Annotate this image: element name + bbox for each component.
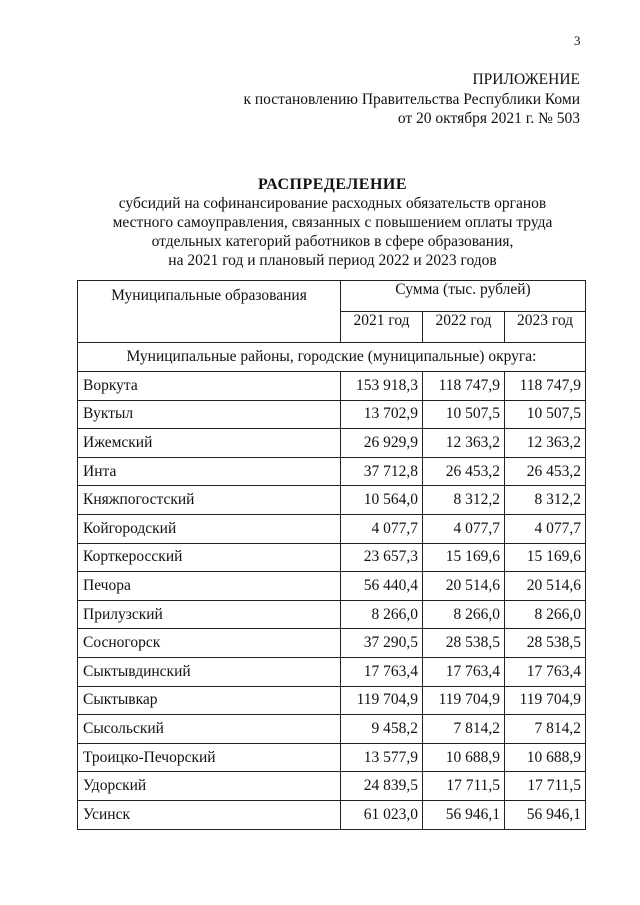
table-row: [78, 600, 586, 629]
appendix-date: от 20 октября 2021 г. № 503: [397, 110, 580, 127]
value-2023-cell: 119 704,9: [505, 686, 586, 715]
column-header-year: 2023 год: [505, 312, 586, 343]
value-2023-cell: 17 711,5: [505, 772, 586, 801]
value-2023-cell: 4 077,7: [505, 514, 586, 543]
municipality-cell: Инта: [78, 457, 341, 486]
table-row: [78, 715, 586, 744]
value-2022-cell: 118 747,9: [423, 372, 505, 401]
table-row: [78, 743, 586, 772]
municipality-cell: Сысольский: [78, 715, 341, 744]
value-2021-cell: 119 704,9: [341, 686, 423, 715]
municipality-cell: Ижемский: [78, 429, 341, 458]
value-2023-cell: 12 363,2: [505, 429, 586, 458]
value-2023-cell: 56 946,1: [505, 800, 586, 829]
value-2022-cell: 7 814,2: [423, 715, 505, 744]
column-header-municipality: Муниципальные образования: [78, 281, 341, 343]
municipality-cell: Сыктывдинский: [78, 657, 341, 686]
value-2023-cell: 10 688,9: [505, 743, 586, 772]
value-2021-cell: 8 266,0: [341, 600, 423, 629]
document-heading: [80, 175, 585, 270]
table-row: [78, 400, 586, 429]
value-2021-cell: 37 712,8: [341, 457, 423, 486]
municipality-cell: Усинск: [78, 800, 341, 829]
column-header-sum: Сумма (тыс. рублей): [341, 281, 586, 312]
value-2022-cell: 17 763,4: [423, 657, 505, 686]
section-row: [78, 343, 586, 372]
table-row: [78, 514, 586, 543]
value-2022-cell: 15 169,6: [423, 543, 505, 572]
municipality-cell: Койгородский: [78, 514, 341, 543]
value-2023-cell: 118 747,9: [505, 372, 586, 401]
table-row: [78, 772, 586, 801]
value-2021-cell: 37 290,5: [341, 629, 423, 658]
page-number: 3: [574, 33, 581, 48]
value-2022-cell: 26 453,2: [423, 457, 505, 486]
document-title: РАСПРЕДЕЛЕНИЕ: [257, 176, 408, 193]
heading-line: местного самоуправления, связанных с повышением оплаты труда: [112, 214, 553, 231]
municipality-cell: Вуктыл: [78, 400, 341, 429]
municipality-cell: Сосногорск: [78, 629, 341, 658]
value-2023-cell: 15 169,6: [505, 543, 586, 572]
municipality-cell: Сыктывкар: [78, 686, 341, 715]
table-row: [78, 572, 586, 601]
table-row: [78, 800, 586, 829]
value-2022-cell: 4 077,7: [423, 514, 505, 543]
value-2022-cell: 56 946,1: [423, 800, 505, 829]
municipality-cell: Прилузский: [78, 600, 341, 629]
value-2022-cell: 28 538,5: [423, 629, 505, 658]
table-row: [78, 486, 586, 515]
value-2023-cell: 20 514,6: [505, 572, 586, 601]
table-row: [78, 543, 586, 572]
table-row: [78, 629, 586, 658]
value-2021-cell: 13 577,9: [341, 743, 423, 772]
value-2021-cell: 13 702,9: [341, 400, 423, 429]
value-2023-cell: 8 312,2: [505, 486, 586, 515]
value-2023-cell: 10 507,5: [505, 400, 586, 429]
value-2021-cell: 24 839,5: [341, 772, 423, 801]
value-2023-cell: 8 266,0: [505, 600, 586, 629]
value-2023-cell: 7 814,2: [505, 715, 586, 744]
value-2022-cell: 10 507,5: [423, 400, 505, 429]
value-2022-cell: 119 704,9: [423, 686, 505, 715]
value-2021-cell: 23 657,3: [341, 543, 423, 572]
value-2022-cell: 12 363,2: [423, 429, 505, 458]
value-2022-cell: 8 312,2: [423, 486, 505, 515]
value-2021-cell: 17 763,4: [341, 657, 423, 686]
municipality-cell: Воркута: [78, 372, 341, 401]
heading-line: субсидий на софинансирование расходных обязательств органов: [118, 195, 547, 212]
value-2021-cell: 4 077,7: [341, 514, 423, 543]
subsidy-table: [77, 280, 586, 830]
column-header-year: 2021 год: [341, 312, 423, 343]
value-2022-cell: 10 688,9: [423, 743, 505, 772]
value-2021-cell: 61 023,0: [341, 800, 423, 829]
table-row: [78, 686, 586, 715]
value-2023-cell: 26 453,2: [505, 457, 586, 486]
appendix-label: ПРИЛОЖЕНИЕ: [472, 71, 580, 88]
municipality-cell: Печора: [78, 572, 341, 601]
appendix-decree: к постановлению Правительства Республики Коми: [243, 90, 580, 108]
table-row: [78, 372, 586, 401]
value-2023-cell: 17 763,4: [505, 657, 586, 686]
value-2021-cell: 153 918,3: [341, 372, 423, 401]
value-2022-cell: 17 711,5: [423, 772, 505, 801]
municipality-cell: Троицко-Печорский: [78, 743, 341, 772]
value-2023-cell: 28 538,5: [505, 629, 586, 658]
municipality-cell: Княжпогостский: [78, 486, 341, 515]
value-2021-cell: 26 929,9: [341, 429, 423, 458]
municipality-cell: Удорский: [78, 772, 341, 801]
section-label: Муниципальные районы, городские (муниципальные) округа:: [78, 343, 586, 372]
heading-line: на 2021 год и плановый период 2022 и 2023 годов: [168, 252, 497, 269]
column-header-year: 2022 год: [423, 312, 505, 343]
value-2022-cell: 8 266,0: [423, 600, 505, 629]
table-row: [78, 429, 586, 458]
table-row: [78, 657, 586, 686]
heading-line: отдельных категорий работников в сфере образования,: [151, 233, 514, 250]
table-row: [78, 457, 586, 486]
table-header-row: [78, 281, 586, 312]
value-2022-cell: 20 514,6: [423, 572, 505, 601]
value-2021-cell: 9 458,2: [341, 715, 423, 744]
value-2021-cell: 10 564,0: [341, 486, 423, 515]
appendix-block: [243, 70, 580, 129]
municipality-cell: Корткеросский: [78, 543, 341, 572]
value-2021-cell: 56 440,4: [341, 572, 423, 601]
